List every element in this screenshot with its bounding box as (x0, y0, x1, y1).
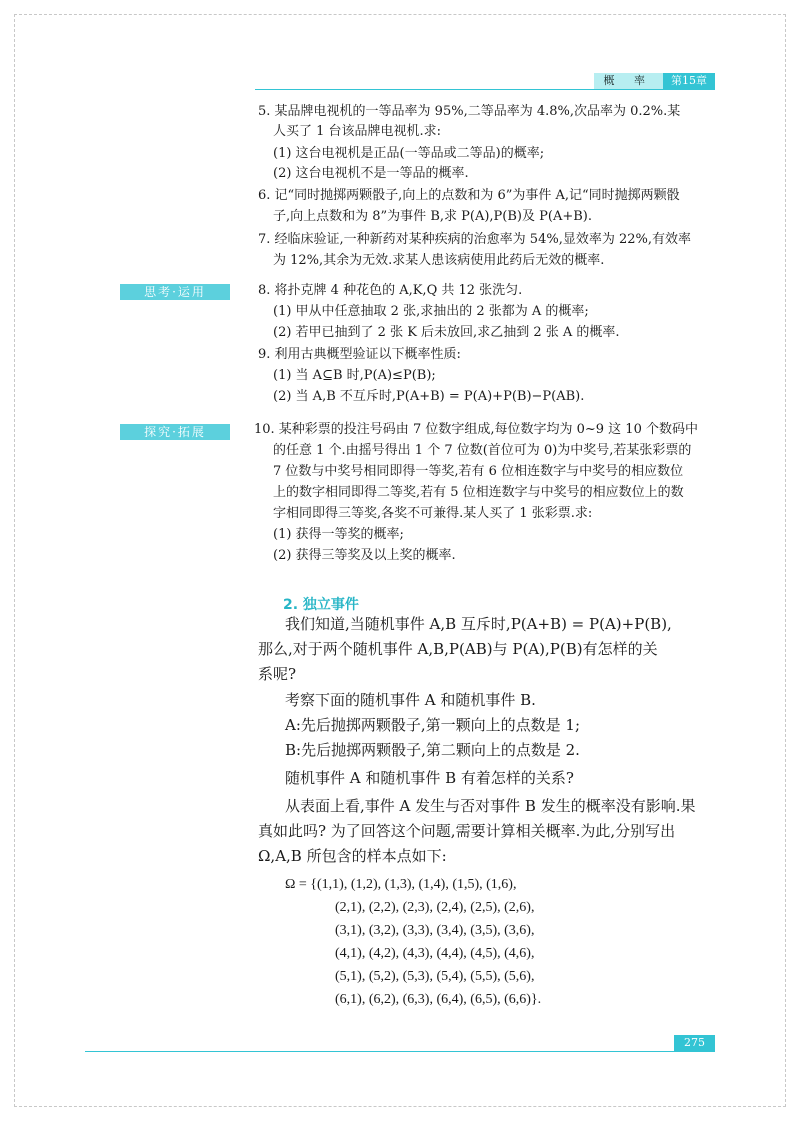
event-b-definition: B:先后抛掷两颗骰子,第二颗向上的点数是 2. (285, 741, 580, 759)
body-line: 随机事件 A 和随机事件 B 有着怎样的关系? (285, 769, 574, 787)
footer-rule (85, 1051, 715, 1052)
header-rule (255, 89, 715, 90)
section-heading: 2. 独立事件 (283, 597, 359, 613)
sample-space-line: Ω = {(1,1), (1,2), (1,3), (1,4), (1,5), (1,6), (285, 877, 517, 892)
event-a-definition: A:先后抛掷两颗骰子,第一颗向上的点数是 1; (285, 716, 581, 734)
exercise-line: 上的数字相同即得二等奖,若有 5 位相连数字与中奖号的相应数位上的数 (273, 485, 684, 500)
exercise-line: 子,向上点数和为 8”为事件 B,求 P(A),P(B)及 P(A+B). (273, 209, 592, 224)
section-tag-think: 思考·运用 (120, 284, 230, 300)
exercise-line: 8. 将扑克牌 4 种花色的 A,K,Q 共 12 张洗匀. (258, 283, 523, 298)
exercise-line: (2) 当 A,B 不互斥时,P(A+B) = P(A)+P(B)−P(AB). (273, 389, 585, 404)
sample-space-line: (4,1), (4,2), (4,3), (4,4), (4,5), (4,6), (335, 946, 535, 961)
section-tag-explore: 探究·拓展 (120, 424, 230, 440)
sample-space-line: (6,1), (6,2), (6,3), (6,4), (6,5), (6,6)}. (335, 992, 542, 1007)
chapter-number: 第15章 (663, 73, 715, 89)
body-line: 从表面上看,事件 A 发生与否对事件 B 发生的概率没有影响.果 (285, 797, 696, 815)
exercise-line: 10. 某种彩票的投注号码由 7 位数字组成,每位数字均为 0~9 这 10 个数码中 (254, 422, 698, 437)
exercise-line: 5. 某品牌电视机的一等品率为 95%,二等品率为 4.8%,次品率为 0.2%.某 (258, 104, 681, 119)
chapter-title: 概 率 (594, 73, 664, 89)
exercise-line: 9. 利用古典概型验证以下概率性质: (258, 347, 461, 362)
sample-space-line: (5,1), (5,2), (5,3), (5,4), (5,5), (5,6), (335, 969, 535, 984)
sample-space-line: (3,1), (3,2), (3,3), (3,4), (3,5), (3,6), (335, 923, 535, 938)
exercise-line: (2) 若甲已抽到了 2 张 K 后未放回,求乙抽到 2 张 A 的概率. (273, 325, 620, 340)
body-line: 系呢? (258, 665, 297, 683)
exercise-line: 7. 经临床验证,一种新药对某种疾病的治愈率为 54%,显效率为 22%,有效率 (258, 232, 691, 247)
exercise-line: (2) 获得三等奖及以上奖的概率. (273, 548, 456, 563)
body-line: 真如此吗? 为了回答这个问题,需要计算相关概率.为此,分别写出 (258, 822, 676, 840)
body-line: Ω,A,B 所包含的样本点如下: (258, 847, 447, 865)
body-line: 那么,对于两个随机事件 A,B,P(AB)与 P(A),P(B)有怎样的关 (258, 640, 658, 658)
exercise-line: 为 12%,其余为无效.求某人患该病使用此药后无效的概率. (273, 253, 605, 268)
exercise-line: 人买了 1 台该品牌电视机.求: (273, 124, 442, 139)
exercise-line: (1) 甲从中任意抽取 2 张,求抽出的 2 张都为 A 的概率; (273, 304, 589, 319)
sample-space-line: (2,1), (2,2), (2,3), (2,4), (2,5), (2,6), (335, 900, 535, 915)
exercise-line: 7 位数与中奖号相同即得一等奖,若有 6 位相连数字与中奖号的相应数位 (273, 464, 684, 479)
page-number: 275 (674, 1035, 715, 1051)
body-line: 考察下面的随机事件 A 和随机事件 B. (285, 691, 536, 709)
exercise-line: (1) 这台电视机是正品(一等品或二等品)的概率; (273, 146, 545, 161)
exercise-line: 的任意 1 个.由摇号得出 1 个 7 位数(首位可为 0)为中奖号,若某张彩票的 (273, 443, 692, 458)
exercise-line: (1) 当 A⊆B 时,P(A)≤P(B); (273, 368, 436, 383)
exercise-line: (1) 获得一等奖的概率; (273, 527, 404, 542)
exercise-line: 6. 记“同时抛掷两颗骰子,向上的点数和为 6”为事件 A,记“同时抛掷两颗骰 (258, 188, 680, 203)
body-line: 我们知道,当随机事件 A,B 互斥时,P(A+B) = P(A)+P(B), (285, 615, 672, 633)
exercise-line: (2) 这台电视机不是一等品的概率. (273, 166, 469, 181)
exercise-line: 字相同即得三等奖,各奖不可兼得.某人买了 1 张彩票.求: (273, 506, 593, 521)
running-header (594, 73, 716, 89)
